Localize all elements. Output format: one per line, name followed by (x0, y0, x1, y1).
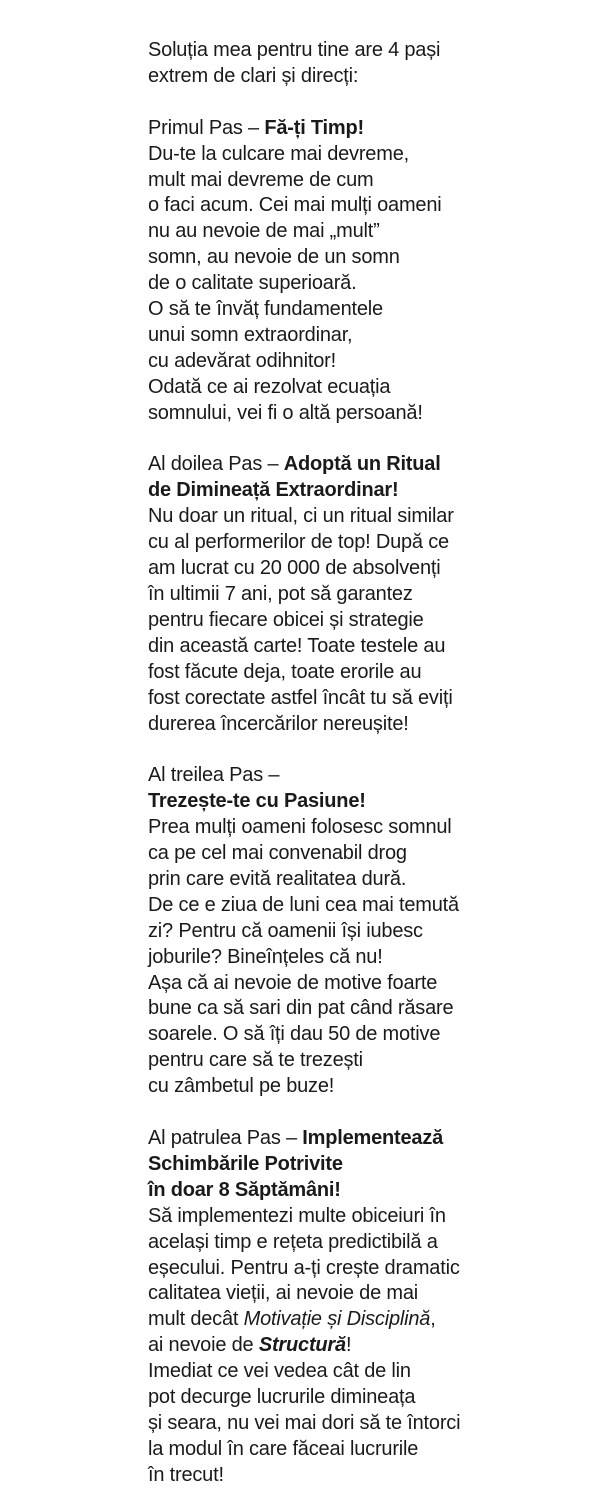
step4-emphasis-italic: Motivație și Disciplină (243, 1308, 431, 1331)
step2-line: cu al performerilor de top! După ce (148, 531, 449, 554)
step3-line: joburile? Bineînțeles că nu! (148, 945, 383, 968)
intro-line: Soluția mea pentru tine are 4 pași (148, 39, 441, 61)
step2-heading-title-cont: de Dimineață Extraordinar! (148, 479, 399, 502)
step4-heading-prefix: Al patrulea Pas – (148, 1127, 303, 1149)
step3-line: ca pe cel mai convenabil drog (148, 842, 407, 865)
step4-line-punct: , (430, 1308, 436, 1331)
step2-line: în ultimii 7 ani, pot să garantez (148, 583, 413, 605)
step4-line: calitatea vieții, ai nevoie de mai (148, 1282, 419, 1305)
step4-emphasis-bold-italic: Structură (258, 1334, 346, 1357)
step4-heading-title-cont: în doar 8 Săptămâni! (148, 1178, 341, 1201)
step4-line: Să implementezi multe obiceiuri în (148, 1204, 446, 1227)
step4-heading-title: Implementează (302, 1127, 444, 1149)
step1-heading (148, 116, 588, 142)
step3-line: De ce e ziua de luni cea mai temută (148, 893, 459, 916)
paragraph-gap (148, 427, 588, 453)
step3-heading-prefix: Al treilea Pas – (148, 764, 280, 787)
step1-heading-prefix: Primul Pas – (148, 116, 265, 139)
step1-line: Du-te la culcare mai devreme, (148, 142, 409, 165)
step3-line: cu zâmbetul pe buze! (148, 1075, 335, 1098)
step3-line: Așa că ai nevoie de motive foarte (148, 971, 438, 994)
step2-line: am lucrat cu 20 000 de absolvenți (148, 557, 441, 580)
step4-line: același timp e rețeta predictibilă a (148, 1230, 438, 1253)
step2-line: fost făcute deja, toate erorile au (148, 660, 422, 683)
step2-line: Nu doar un ritual, ci un ritual similar (148, 505, 454, 528)
step4-line: eșecului. Pentru a-ți crește dramatic (148, 1256, 460, 1279)
step1-line: somn, au nevoie de un somn (148, 246, 400, 269)
step3-line: Prea mulți oameni folosesc somnul (148, 816, 452, 839)
step3-heading-title: Trezește-te cu Pasiune! (148, 790, 366, 813)
step4-line: în trecut! (148, 1463, 224, 1486)
paragraph-gap (148, 1100, 588, 1126)
step1-line: nu au nevoie de mai „mult” (148, 220, 380, 243)
step3-line: soarele. O să îți dau 50 de motive (148, 1023, 441, 1046)
text-column (148, 38, 588, 1489)
step4-line-punct: ! (345, 1334, 352, 1357)
step3-line: pentru care să te trezești (148, 1049, 363, 1072)
intro-line: extrem de clari și direcți: (148, 64, 359, 87)
step4-line: și seara, nu vei mai dori să te întorci (148, 1411, 461, 1434)
step2-heading-prefix: Al doilea Pas – (148, 453, 284, 476)
step4-line: Imediat ce vei vedea cât de lin (148, 1360, 411, 1383)
step1-line: unui somn extraordinar, (148, 323, 353, 346)
step4-line-text: mult decât (148, 1308, 244, 1331)
step4-line-motivation (148, 1307, 588, 1333)
step3-line: prin care evită realitatea dură. (148, 867, 407, 890)
step3-line: zi? Pentru că oamenii își iubesc (148, 919, 423, 942)
step2-line: din această carte! Toate testele au (148, 634, 446, 657)
step4-line-structure (148, 1333, 588, 1359)
step4-heading-title-cont: Schimbările Potrivite (148, 1152, 343, 1175)
step2-line: fost corectate astfel încât tu să eviți (148, 686, 453, 709)
step2-heading-title: Adoptă un Ritual (283, 453, 441, 476)
step2-line: pentru fiecare obicei și strategie (148, 608, 424, 631)
step2-line: durerea încercărilor nereușite! (148, 712, 409, 735)
step1-line: Odată ce ai rezolvat ecuația (148, 375, 391, 398)
step4-line: pot decurge lucrurile dimineața (148, 1386, 416, 1409)
step4-line-text: ai nevoie de (148, 1334, 259, 1357)
step1-line: somnului, vei fi o altă persoană! (148, 401, 423, 424)
step4-heading (148, 1126, 588, 1152)
paragraph-gap (148, 737, 588, 763)
step1-line: mult mai devreme de cum (148, 168, 374, 191)
step4-line: la modul în care făceai lucrurile (148, 1437, 419, 1460)
step1-line: o faci acum. Cei mai mulți oameni (148, 194, 442, 217)
step1-heading-title: Fă-ți Timp! (264, 116, 364, 139)
step1-line: cu adevărat odihnitor! (148, 349, 336, 372)
step1-line: O să te învăț fundamentele (148, 298, 383, 321)
step3-line: bune ca să sari din pat când răsare (148, 997, 454, 1020)
step1-line: de o calitate superioară. (148, 272, 357, 295)
step2-heading (148, 452, 588, 478)
paragraph-gap (148, 90, 588, 116)
